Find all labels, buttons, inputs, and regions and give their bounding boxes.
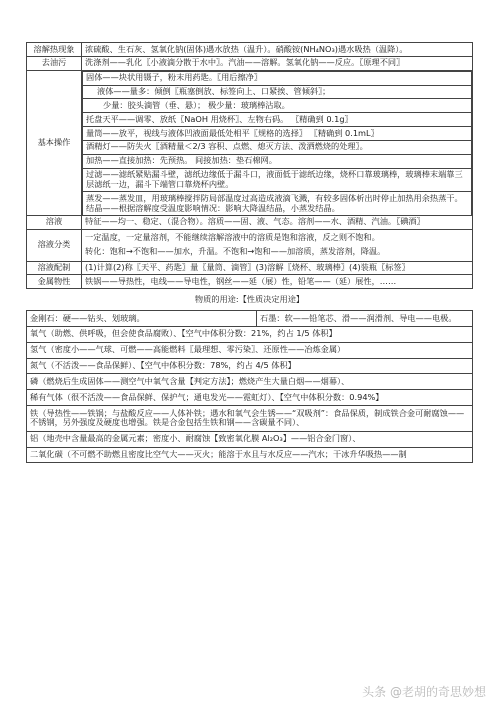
content-cell: 洗涤剂——乳化〖小液滴分散于水中〗。汽油——溶解。氢氧化钠——反应。〖原理不同〗 xyxy=(82,56,473,70)
content-cell: 氧气（助燃、供呼吸，但会使食品腐败）、【空气中体积分数：21%，约占 1/5 体积】 xyxy=(27,326,473,342)
table-row xyxy=(27,229,473,261)
category-cell: 溶液分类 xyxy=(27,229,82,261)
table-row xyxy=(27,447,473,463)
content-cell: 二氧化碳（不可燃不助燃且密度比空气大——灭火；能溶于水且与水反应——汽水；干冰升华吸热——制 xyxy=(27,447,473,463)
table-row xyxy=(27,390,473,406)
table-row xyxy=(27,374,473,390)
table-row xyxy=(27,261,473,275)
list-item: 固体——块状用镊子，粉末用药匙。〖用后擦净〗 xyxy=(83,71,472,85)
watermark: 头条 @老胡的奇思妙想 xyxy=(362,684,486,699)
list-item: 液体——量多：倾倒〖瓶塞倒放、标签向上、口紧挨、管倾斜〗； xyxy=(83,85,472,99)
list-item: 蒸发——蒸发皿，用玻璃棒搅拌防局部温度过高造成液滴飞溅，有较多固体析出时停止加热用余热蒸干。结晶——根据溶解度受温度影响情况：影响大降温结晶，小蒸发结晶。 xyxy=(83,192,472,215)
category-cell: 基本操作 xyxy=(27,70,82,215)
content-cell: 铝（地壳中含量最高的金属元素；密度小、耐腐蚀【致密氧化膜 Al₂O₃】——铝合金门窗）、 xyxy=(27,431,473,447)
content-line: 一定温度，一定量溶剂，不能继续溶解溶液中的溶质是饱和溶液，反之则不饱和。 xyxy=(85,232,380,243)
category-cell: 去油污 xyxy=(27,56,82,70)
content-cell: 石墨：软——铅笔芯、滑——润滑剂、导电——电极。 xyxy=(257,311,473,327)
knowledge-table xyxy=(26,42,473,289)
list-item: 酒精灯——防失火〖酒精量＜2/3 容积、点燃、熄灭方法、泼洒燃烧的处理〗。 xyxy=(83,140,472,154)
content-cell: 稀有气体（很不活泼——食品保鲜、保护气；通电发光——霓虹灯）、【空气中体积分数：0.94%】 xyxy=(27,390,473,406)
list-item: 少量：胶头滴管（垂、悬）； 极少量：玻璃棒沾取。 xyxy=(83,99,472,113)
content-cell: 特征——均一、稳定、（混合物）。溶质——固、液、气态。溶剂——水、酒精、汽油。〖碘酒〗 xyxy=(82,215,473,229)
content-cell: 磷（燃烧后生成固体——测空气中氧气含量【判定方法】；燃烧产生大量白烟——烟幕）、 xyxy=(27,374,473,390)
table-row xyxy=(27,358,473,374)
table-row xyxy=(27,431,473,447)
content-cell: (1)计算(2)称〖天平、药匙〗量〖量筒、滴管〗(3)溶解〖烧杯、玻璃棒〗(4)装瓶〖标签〗 xyxy=(82,261,473,275)
document-page xyxy=(26,42,473,463)
table-row xyxy=(27,70,473,215)
section-title: 物质的用途:【性质决定用途】 xyxy=(194,294,305,305)
content-line: 转化：饱和→不饱和——加水，升温。不饱和→饱和——加溶质，蒸发溶剂，降温。 xyxy=(85,246,386,257)
content-cell: 金刚石：硬——钻头、划玻璃。 xyxy=(27,311,257,327)
table-row xyxy=(27,43,473,57)
table-row xyxy=(27,56,473,70)
list-item: 托盘天平——调零、放纸〖NaOH 用烧杯〗、左物右码。 〖精确到 0.1g〗 xyxy=(83,113,472,127)
list-item: 过滤——滤纸紧贴漏斗壁，滤纸边缘低于漏斗口，液面低于滤纸边缘，烧杯口靠玻璃棒，玻璃棒末端靠三层滤纸一边，漏斗下端管口靠烧杯内壁。 xyxy=(83,168,472,192)
list-item: 量筒——放平，视线与液体凹液面最低处相平〖规格的选择〗 〖精确到 0.1mL〗 xyxy=(83,127,472,141)
table-row xyxy=(27,342,473,358)
uses-table xyxy=(26,310,473,463)
category-cell: 金属物性 xyxy=(27,275,82,289)
content-cell: 浓硫酸、生石灰、氢氧化钠(固体)遇水放热（温升）。硝酸铵(NH₄NO₃)遇水吸热（温降）。 xyxy=(82,43,473,57)
content-cell: 铁锅——导热性，电线——导电性，钢丝——延（展）性，铅笔——（延）展性，…… xyxy=(82,275,473,289)
content-cell: 氢气（密度小——气球、可燃——高能燃料〖最理想、零污染〗、还原性——冶炼金属） xyxy=(27,342,473,358)
table-row xyxy=(27,275,473,289)
list-item: 加热——直接加热：先预热。 间接加热：垫石棉网。 xyxy=(83,154,472,168)
content-cell: 氮气（不活泼——食品保鲜）、【空气中体积分数：78%，约占 4/5 体积】 xyxy=(27,358,473,374)
table-row xyxy=(27,311,473,327)
table-row xyxy=(27,326,473,342)
category-cell: 溶解热现象 xyxy=(27,43,82,57)
content-cell: 铁（导热性——铁锅；与盐酸反应——人体补铁；遇水和氧气会生锈——“双吸剂”：食品保质，制成铁合金可耐腐蚀——不锈钢，另外强度及硬度也增强。铁是合金包括生铁和钢——含碳量不同）、 xyxy=(27,406,473,432)
category-cell: 溶液 xyxy=(27,215,82,229)
table-row xyxy=(27,215,473,229)
category-cell: 溶液配制 xyxy=(27,261,82,275)
table-row xyxy=(27,406,473,432)
basic-ops-list xyxy=(82,71,472,215)
